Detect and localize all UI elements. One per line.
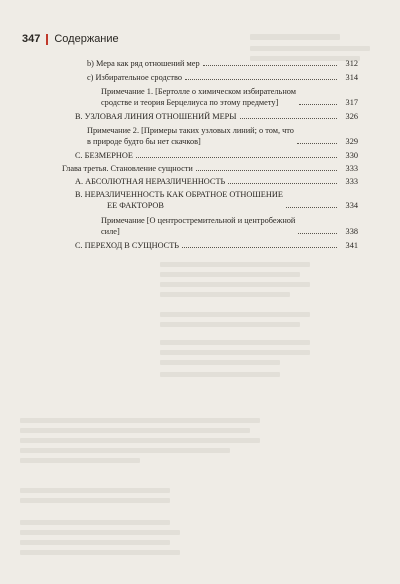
toc-entry: b) Мера как ряд отношений мер 312 [87,59,358,68]
toc-page-number: 317 [345,98,358,107]
header-divider [46,34,48,45]
dot-leader [228,183,337,184]
dot-leader [297,143,337,144]
dot-leader [298,233,337,234]
toc-entry: A. АБСОЛЮТНАЯ НЕРАЗЛИЧЕННОСТЬ 333 [75,177,358,186]
toc-page-number: 334 [345,201,358,210]
toc-entry: B. УЗЛОВАЯ ЛИНИЯ ОТНОШЕНИЙ МЕРЫ 326 [75,112,358,121]
dot-leader [185,79,337,80]
toc-page-number: 312 [345,59,358,68]
toc-entry: Примечание 1. [Бертолле о химическом избирательном сродстве и теория Берцелиуса по этому предмету] 317 [101,87,358,107]
toc-page-number: 329 [345,137,358,146]
toc-entry: Примечание 2. [Примеры таких узловых линий; о том, что в природе будто бы нет скачков] 329 [87,126,358,146]
toc-page-number: 341 [345,241,358,250]
dot-leader [240,118,337,119]
toc-entry: c) Избирательное сродство 314 [87,73,358,82]
toc-page-number: 330 [345,151,358,160]
toc-entry: B. НЕРАЗЛИЧЕННОСТЬ КАК ОБРАТНОЕ ОТНОШЕНИЕ ЕЕ ФАКТОРОВ 334 [75,190,358,210]
toc-page-number: 326 [345,112,358,121]
dot-leader [182,247,337,248]
toc-page-number: 333 [345,164,358,173]
section-title: Содержание [54,33,119,45]
toc-page-number: 338 [345,227,358,236]
toc-page-number: 333 [345,177,358,186]
toc-entry: C. ПЕРЕХОД В СУЩНОСТЬ 341 [75,241,358,250]
dot-leader [196,170,337,171]
dot-leader [136,157,337,158]
dot-leader [203,65,337,66]
page-number: 347 [22,33,41,45]
toc-chapter-entry: Глава третья. Становление сущности 333 [62,164,358,173]
toc-page-number: 314 [345,73,358,82]
running-header [22,33,119,45]
dot-leader [286,207,337,208]
toc-entry: C. БЕЗМЕРНОЕ 330 [75,151,358,160]
dot-leader [299,104,337,105]
toc-entry: Примечание [О центростремительной и центробежной силе] 338 [101,216,358,236]
